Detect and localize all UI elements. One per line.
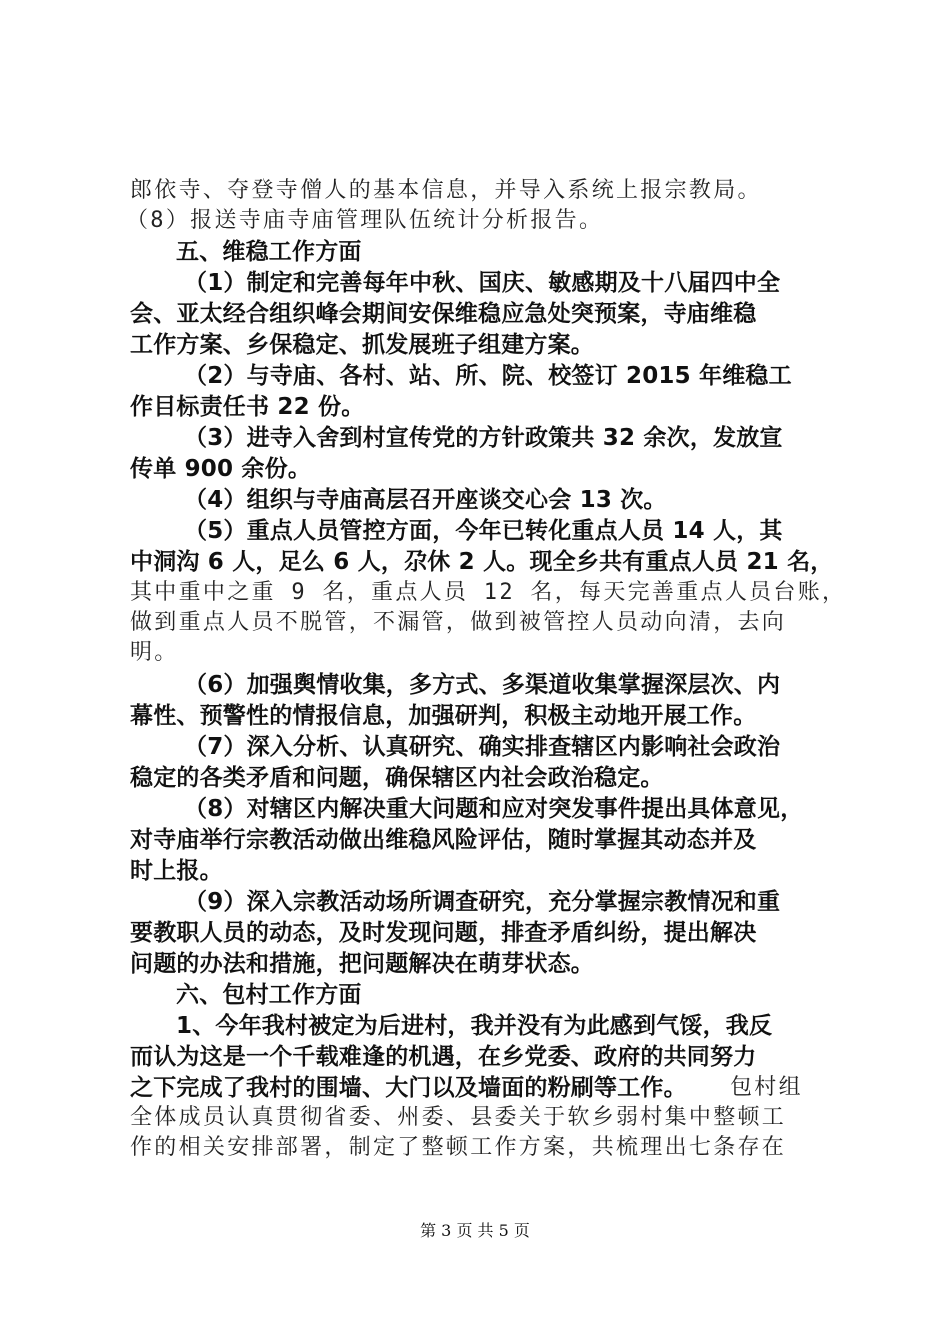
text-line: 稳定的各类矛盾和问题，确保辖区内社会政治稳定。 [130,765,664,791]
text-line: 明。 [130,640,179,665]
text-line: 1、今年我村被定为后进村，我并没有为此感到气馁，我反 [176,1013,773,1039]
text-line: （8）对辖区内解决重大问题和应对突发事件提出具体意见， [184,796,804,822]
text-line: 之下完成了我村的围墙、大门以及墙面的粉刷等工作。 [130,1075,687,1101]
text-line: 而认为这是一个千载难逢的机遇，在乡党委、政府的共同努力 [130,1044,757,1070]
text-line: 要教职人员的动态，及时发现问题，排查矛盾纠纷，提出解决 [130,920,757,946]
text-line: （9）深入宗教活动场所调查研究，充分掌握宗教情况和重 [184,889,781,915]
text-line: 作目标责任书 22 份。 [130,394,365,420]
section-heading: 五、维稳工作方面 [176,239,362,265]
text-line: 问题的办法和措施，把问题解决在萌芽状态。 [130,951,594,977]
text-line: （5）重点人员管控方面，今年已转化重点人员 14 人，其 [184,518,783,544]
text-line: 作的相关安排部署，制定了整顿工作方案，共梳理出七条存在 [130,1135,787,1160]
text-line: 其中重中之重 9 名，重点人员 12 名，每天完善重点人员台账， [130,580,847,605]
text-line: 对寺庙举行宗教活动做出维稳风险评估，随时掌握其动态并及 [130,827,757,853]
text-line: （2）与寺庙、各村、站、所、院、校签订 2015 年维稳工 [184,363,792,389]
text-line: 传单 900 余份。 [130,456,312,482]
text-line: （8）报送寺庙寺庙管理队伍统计分析报告。 [126,208,604,233]
text-line: （4）组织与寺庙高层召开座谈交心会 13 次。 [184,487,667,513]
text-line: 时上报。 [130,858,223,884]
text-line: 中洞沟 6 人，足么 6 人，尕休 2 人。现全乡共有重点人员 21 名， [130,549,834,575]
text-line: 做到重点人员不脱管，不漏管，做到被管控人员动向清，去向 [130,610,787,635]
page-footer: 第 3 页 共 5 页 [420,1221,530,1240]
text-line: （6）加强舆情收集，多方式、多渠道收集掌握深层次、内 [184,672,781,698]
text-line: 会、亚太经合组织峰会期间安保维稳应急处突预案，寺庙维稳 [130,301,757,327]
text-line: 工作方案、乡保稳定、抓发展班子组建方案。 [130,332,594,358]
text-line: 郎依寺、夺登寺僧人的基本信息，并导入系统上报宗教局。 [130,178,762,203]
text-line: 幕性、预警性的情报信息，加强研判，积极主动地开展工作。 [130,703,757,729]
text-line: 包村组 [730,1075,803,1100]
text-line: （3）进寺入舍到村宣传党的方针政策共 32 余次，发放宣 [184,425,783,451]
text-line: （7）深入分析、认真研究、确实排查辖区内影响社会政治 [184,734,781,760]
text-line: （1）制定和完善每年中秋、国庆、敏感期及十八届四中全 [184,270,781,296]
section-heading: 六、包村工作方面 [176,982,362,1008]
text-line: 全体成员认真贯彻省委、州委、县委关于软乡弱村集中整顿工 [130,1105,787,1130]
